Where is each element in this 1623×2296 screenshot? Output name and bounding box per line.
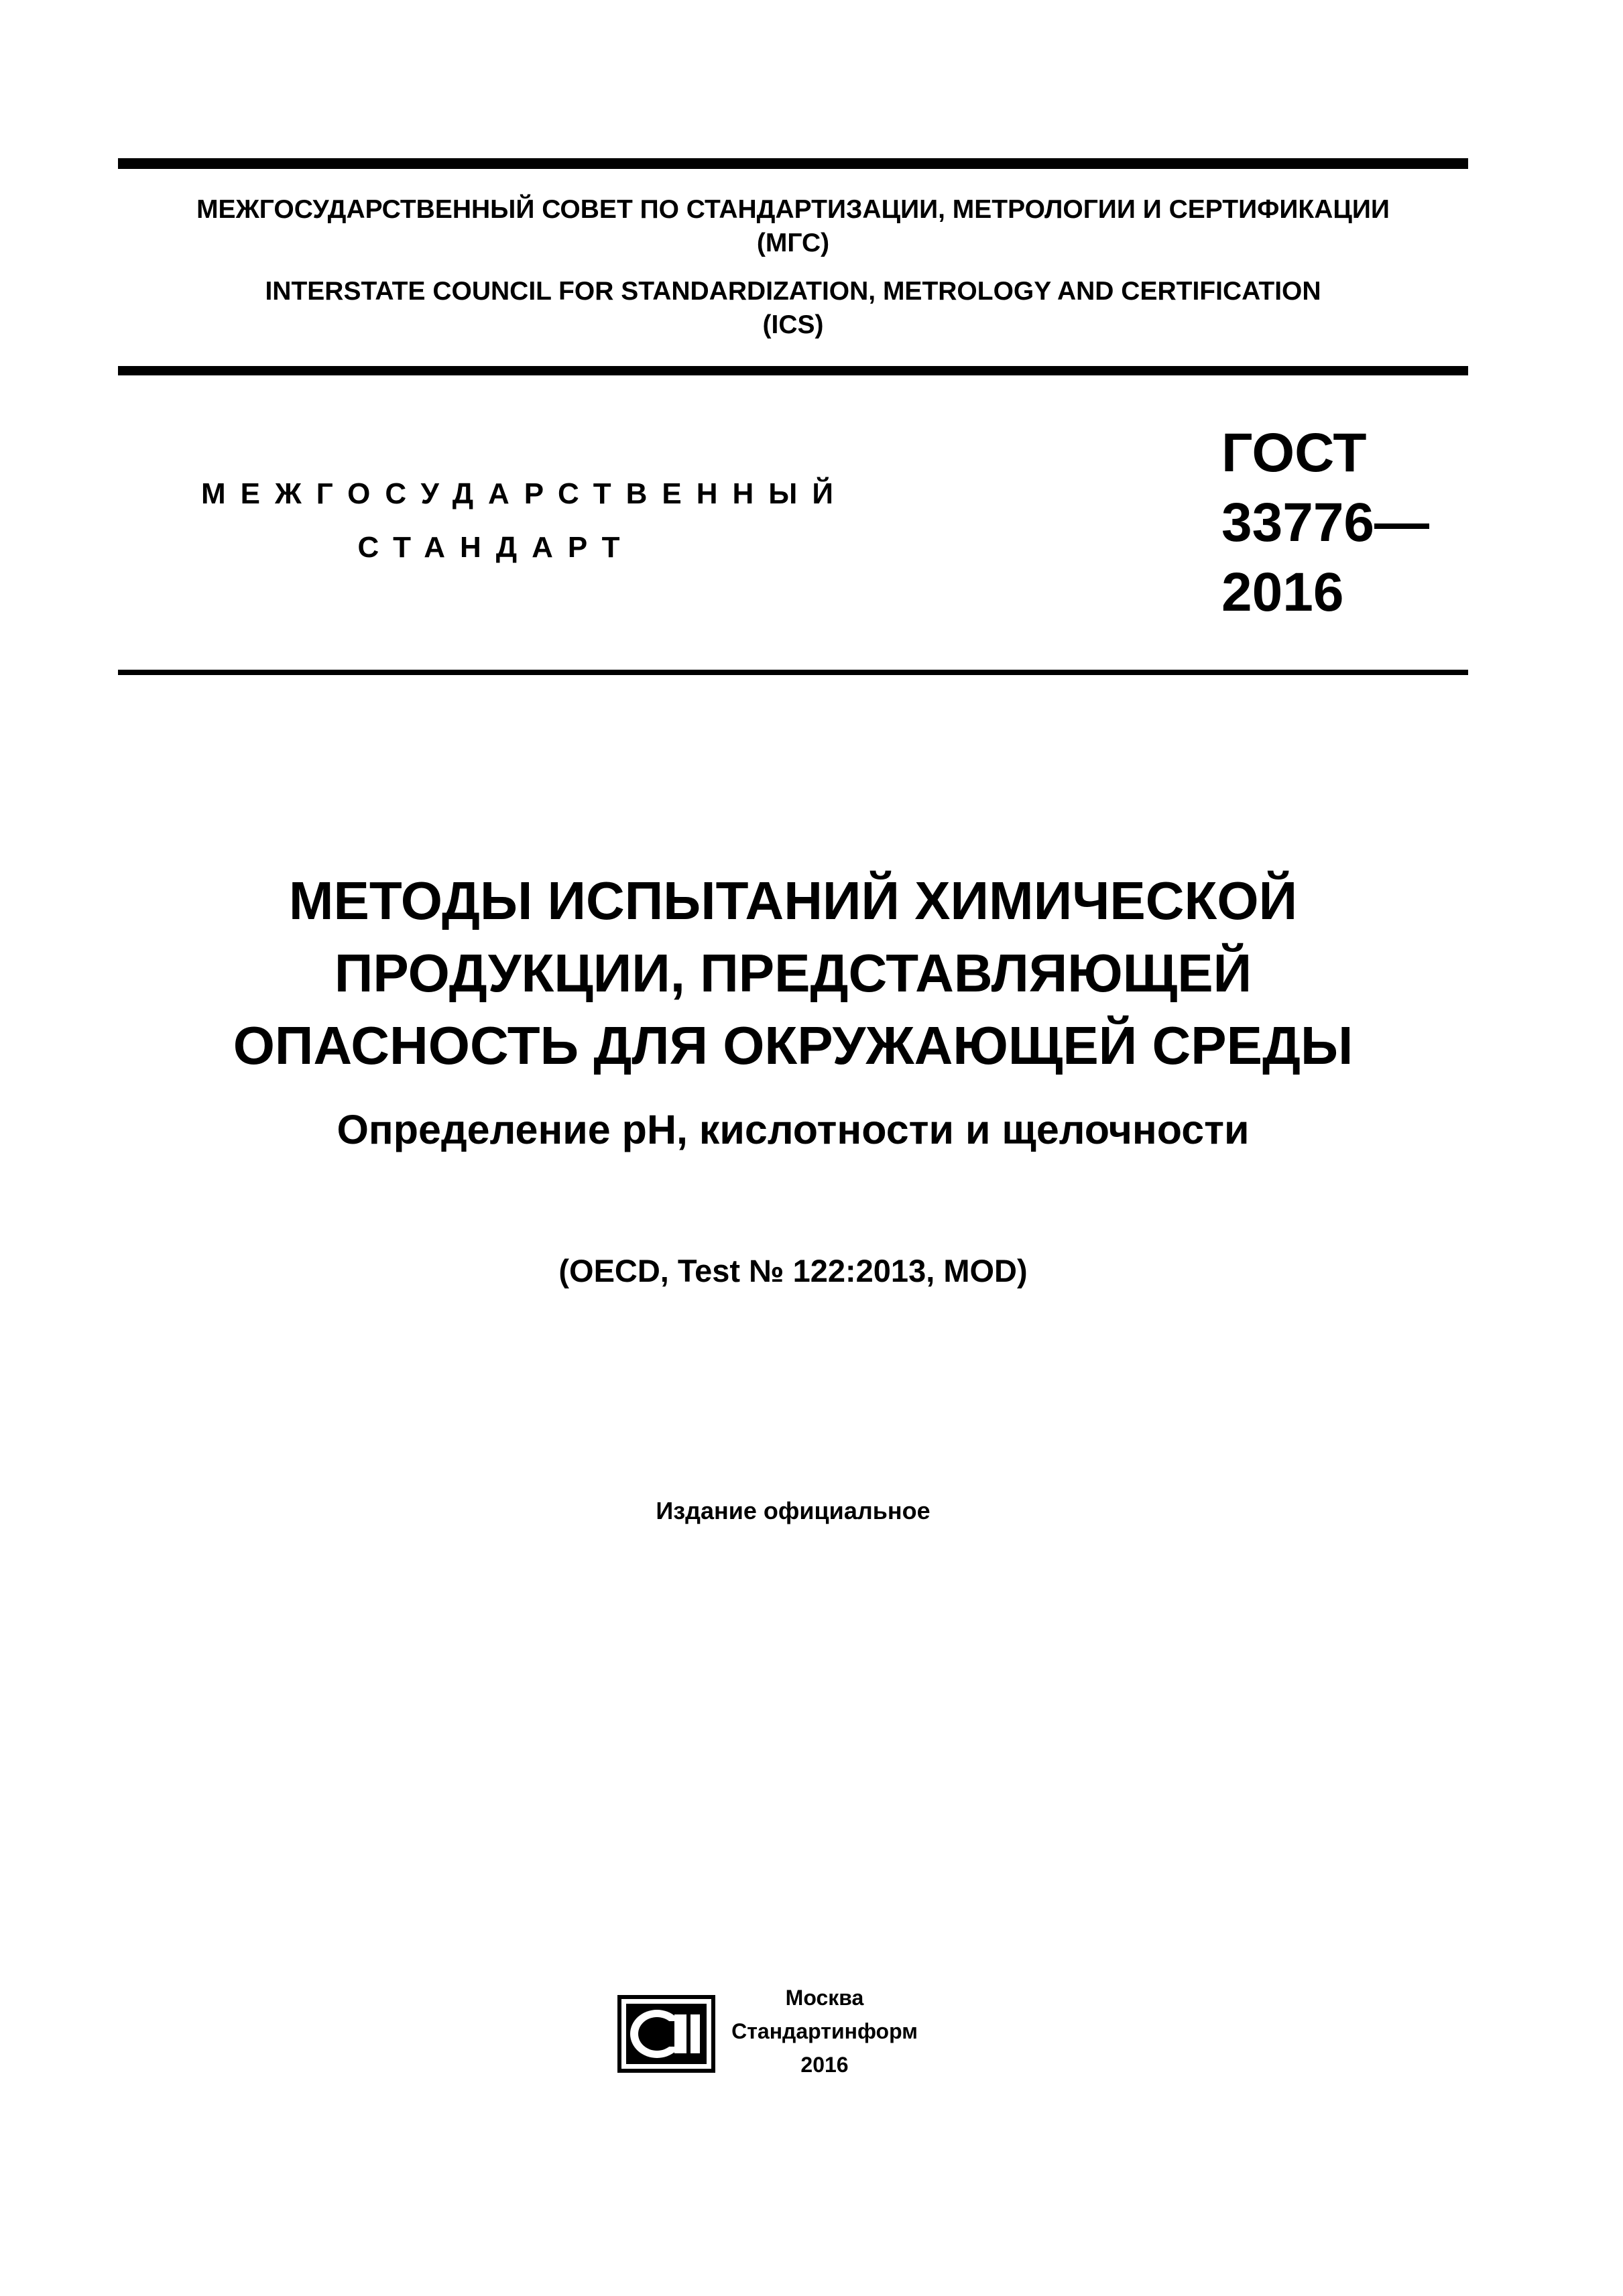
gost-prefix: ГОСТ xyxy=(1221,422,1367,483)
oecd-reference: (OECD, Test № 122:2013, MOD) xyxy=(558,1253,1028,1288)
edition-note: Издание официальное xyxy=(656,1497,930,1524)
publisher-name: Стандартинформ xyxy=(731,2019,918,2043)
gost-year: 2016 xyxy=(1221,562,1344,623)
council-en-abbr: (ICS) xyxy=(762,310,824,339)
council-ru-text: МЕЖГОСУДАРСТВЕННЫЙ СОВЕТ ПО СТАНДАРТИЗАЦИИ, МЕТРОЛОГИИ И СЕРТИФИКАЦИИ xyxy=(196,195,1390,224)
publisher-year: 2016 xyxy=(800,2053,849,2077)
publisher-city: Москва xyxy=(785,1986,864,2010)
document-title xyxy=(118,865,1468,1082)
standard-label-line1: МЕЖГОСУДАРСТВЕННЫЙ xyxy=(201,477,848,510)
title-line1: МЕТОДЫ ИСПЫТАНИЙ ХИМИЧЕСКОЙ xyxy=(288,871,1298,930)
council-name-ru xyxy=(118,193,1468,260)
document-subtitle: Определение рН, кислотности и щелочности xyxy=(337,1107,1250,1152)
lower-rule xyxy=(118,670,1468,675)
title-line2: ПРОДУКЦИИ, ПРЕДСТАВЛЯЮЩЕЙ xyxy=(334,943,1252,1003)
council-en-text: INTERSTATE COUNCIL FOR STANDARDIZATION, METROLOGY AND CERTIFICATION xyxy=(265,277,1321,306)
gost-number: 33776— xyxy=(1221,492,1430,553)
council-ru-abbr: (МГС) xyxy=(756,229,830,257)
gost-designation xyxy=(1221,418,1429,627)
top-rule xyxy=(118,158,1468,169)
standard-label-line2: СТАНДАРТ xyxy=(357,531,635,564)
standartinform-logo-icon xyxy=(617,1994,716,2073)
middle-rule xyxy=(118,366,1468,375)
publisher-block xyxy=(724,1981,925,2081)
council-name-en xyxy=(118,275,1468,342)
title-line3: ОПАСНОСТЬ ДЛЯ ОКРУЖАЮЩЕЙ СРЕДЫ xyxy=(233,1016,1354,1075)
